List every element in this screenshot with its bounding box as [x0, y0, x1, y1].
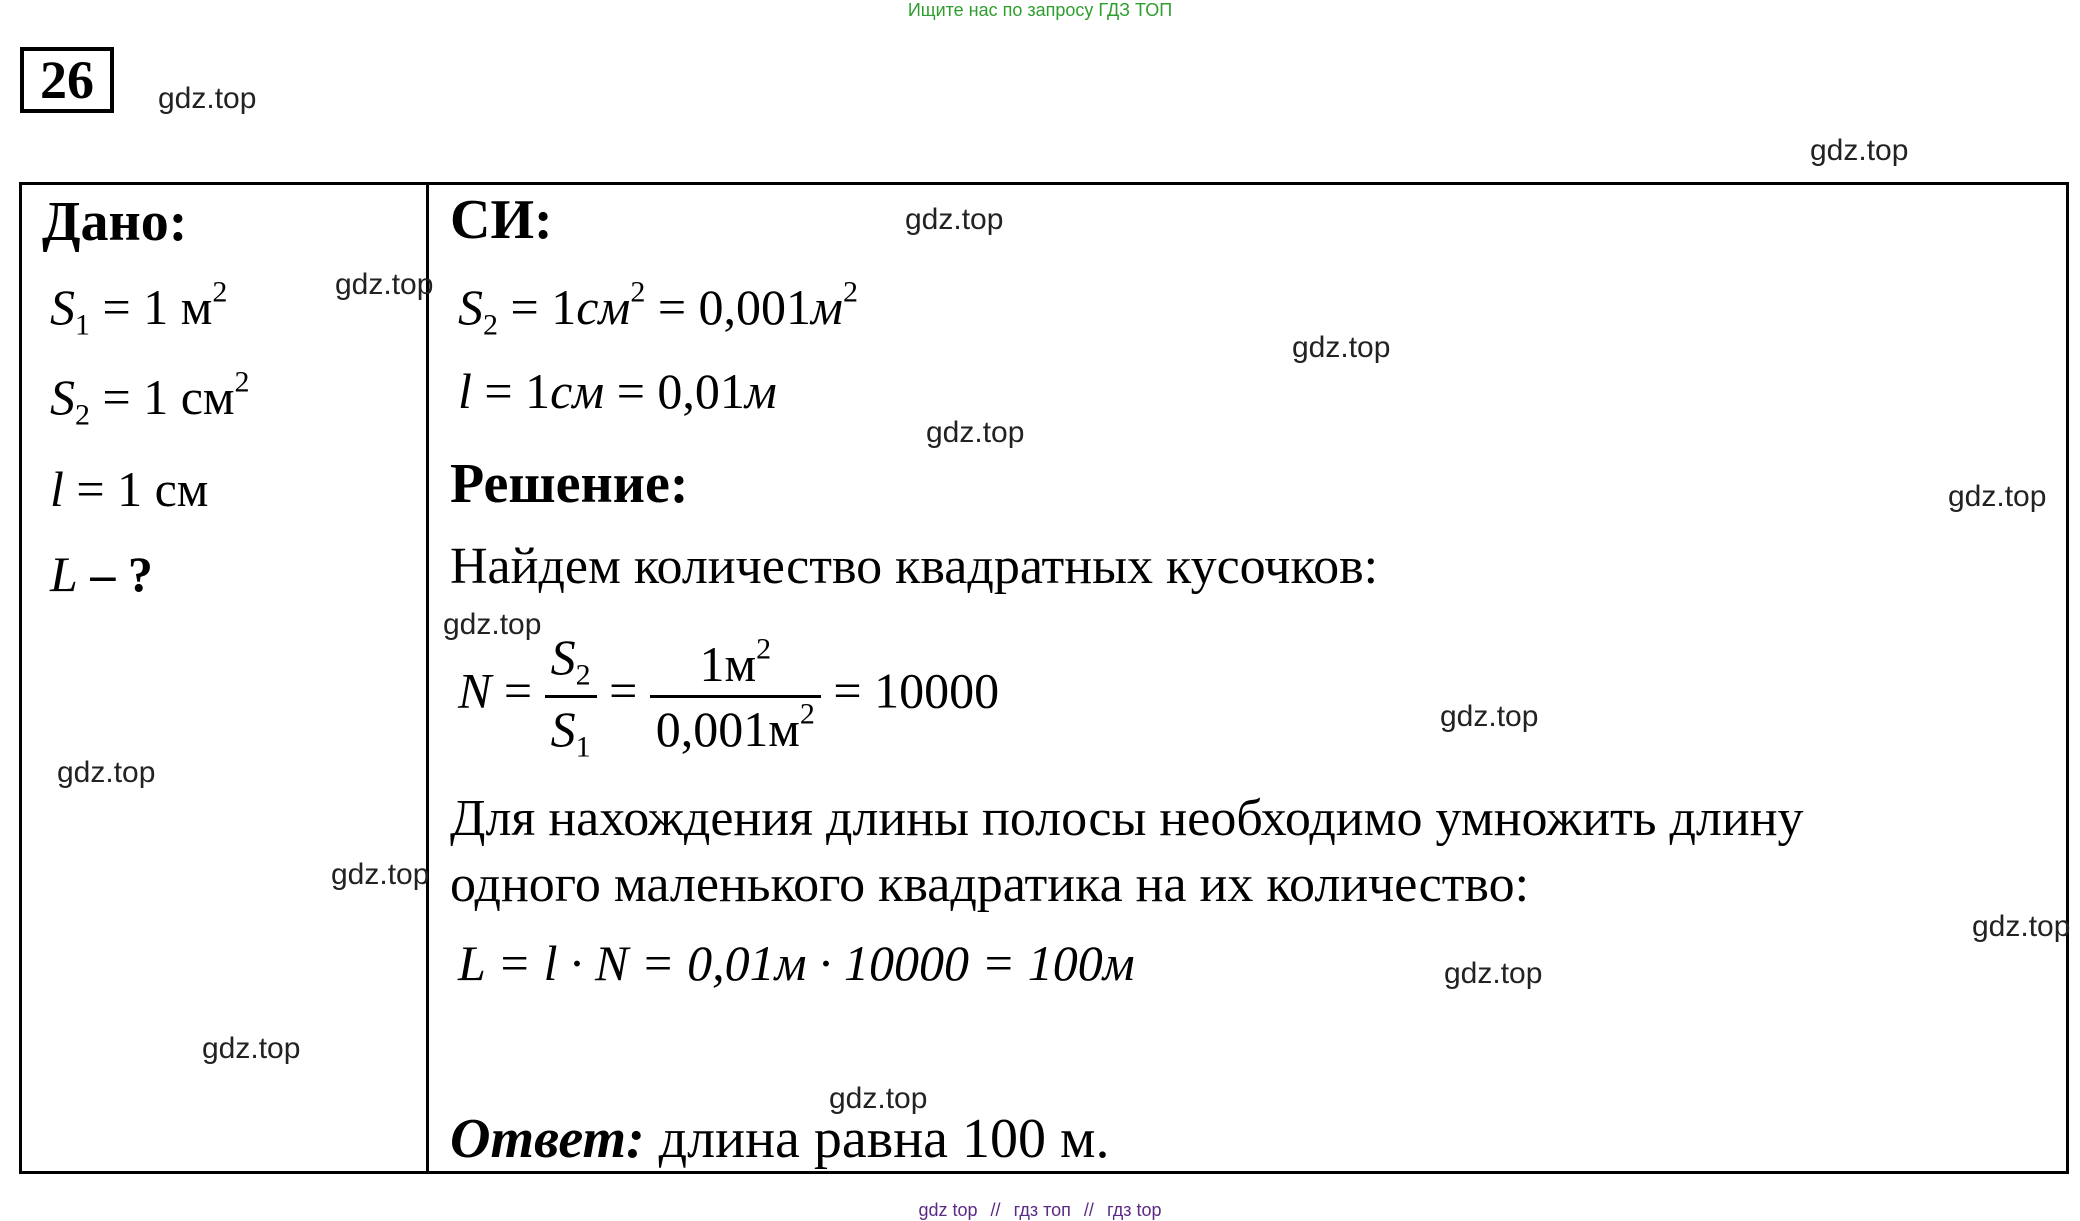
watermark: gdz.top — [331, 858, 430, 891]
watermark: gdz.top — [1292, 331, 1391, 364]
column-divider — [426, 182, 429, 1174]
watermark: gdz.top — [158, 82, 257, 115]
si-title: СИ: — [450, 189, 553, 251]
watermark: gdz.top — [1972, 910, 2071, 943]
solution-title: Решение: — [450, 453, 689, 515]
footer-links — [0, 1200, 2080, 1221]
si-l: l = 1см = 0,01м — [458, 363, 777, 419]
footer-link[interactable]: гдз top — [1106, 1200, 1162, 1220]
watermark: gdz.top — [1948, 480, 2047, 513]
answer-label: Ответ: — [450, 1108, 645, 1170]
footer-link[interactable]: gdz top — [918, 1200, 978, 1220]
si-s2: $S_2 = 1см^2 = 0,001м^2$ — [458, 275, 858, 342]
watermark: gdz.top — [1440, 700, 1539, 733]
watermark: gdz.top — [1444, 957, 1543, 990]
watermark: gdz.top — [1810, 134, 1909, 167]
footer-separator: // — [1083, 1200, 1094, 1220]
dano-s2: $S_2 = 1$ $см^2$ — [50, 365, 250, 432]
watermark: gdz.top — [202, 1032, 301, 1065]
dano-title: Дано: — [42, 191, 188, 253]
formula-l: L = l · N = 0,01м · 10000 = 100м — [458, 935, 1135, 991]
solution-step1: Найдем количество квадратных кусочков: — [450, 538, 1379, 595]
top-banner: Ищите нас по запросу ГДЗ ТОП — [907, 0, 1173, 20]
watermark: gdz.top — [57, 756, 156, 789]
answer-line — [450, 1106, 1109, 1172]
dano-find: L – ? — [50, 546, 153, 602]
watermark: gdz.top — [829, 1082, 928, 1115]
watermark: gdz.top — [926, 416, 1025, 449]
footer-separator: // — [990, 1200, 1001, 1220]
fraction-values: $\frac{1м^2}{0,001м^2}$ — [650, 635, 821, 758]
watermark: gdz.top — [905, 203, 1004, 236]
watermark: gdz.top — [443, 608, 542, 641]
solution-step2-line2: одного маленького квадратика на их количество: — [450, 856, 1530, 913]
solution-frame — [19, 182, 2069, 1174]
watermark: gdz.top — [335, 268, 434, 301]
answer-text: длина равна 100 м. — [644, 1108, 1110, 1170]
dano-l: l = 1 см — [50, 461, 209, 517]
solution-step2-line1: Для нахождения длины полосы необходимо умножить длину — [450, 790, 1804, 847]
task-number: 26 — [20, 47, 114, 113]
formula-n: N = $\frac{S_2}{S_1}$ = $\frac{1м^2}{0,001м^2}$ = 10000 — [458, 629, 1000, 763]
fraction-s2-s1: $\frac{S_2}{S_1}$ — [545, 628, 597, 764]
dano-s1: $S_1 = 1$ $м^2$ — [50, 275, 228, 342]
footer-link[interactable]: гдз топ — [1013, 1200, 1071, 1220]
